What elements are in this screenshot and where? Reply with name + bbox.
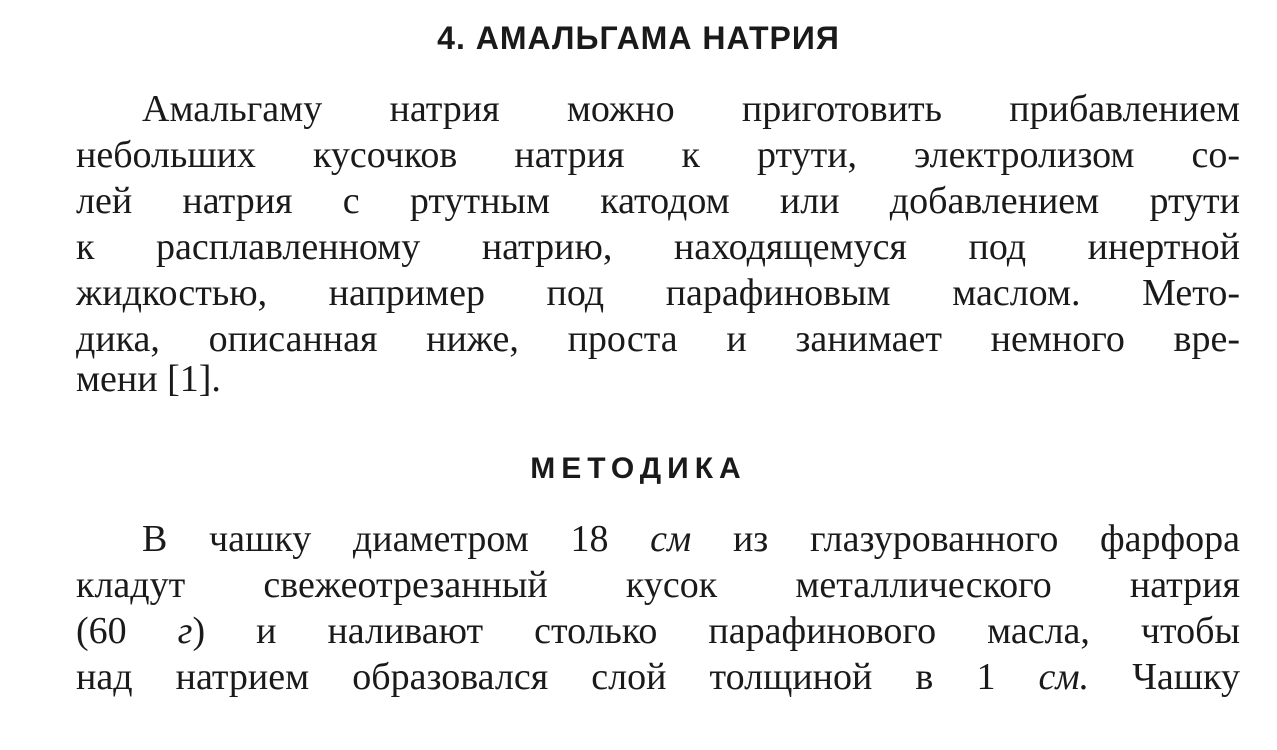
method-line bbox=[76, 654, 1240, 700]
intro-line: дика, описанная ниже, проста и занимает немного вре- bbox=[76, 318, 1240, 360]
intro-line: Амальгаму натрия можно приготовить прибавлением bbox=[142, 88, 1240, 130]
method-text: В чашку диаметром 18 bbox=[142, 518, 651, 560]
intro-line: к расплавленному натрию, находящемуся под инертной bbox=[76, 226, 1240, 268]
method-title: МЕТОДИКА bbox=[530, 452, 747, 485]
method-text: Чашку bbox=[1089, 656, 1240, 698]
unit-text: г bbox=[177, 610, 193, 652]
unit-text: см bbox=[650, 518, 692, 560]
method-line bbox=[76, 608, 1240, 654]
method-text: (60 bbox=[76, 610, 178, 652]
method-text: ) и наливают столько парафинового масла, чтобы bbox=[192, 610, 1240, 652]
method-text: над натрием образовался слой толщиной в 1 bbox=[76, 656, 1039, 698]
intro-line: лей натрия с ртутным катодом или добавлением ртути bbox=[76, 180, 1240, 222]
intro-line: небольших кусочков натрия к ртути, электролизом со- bbox=[76, 134, 1240, 176]
method-line bbox=[142, 516, 1240, 562]
method-line: кладут свежеотрезанный кусок металлического натрия bbox=[76, 564, 1240, 606]
method-text: из глазурованного фарфора bbox=[691, 518, 1240, 560]
unit-text: см. bbox=[1038, 656, 1090, 698]
section-title: 4. АМАЛЬГАМА НАТРИЯ bbox=[437, 20, 840, 56]
intro-line: жидкостью, например под парафиновым маслом. Мето- bbox=[76, 272, 1240, 314]
intro-line: мени [1]. bbox=[76, 358, 221, 400]
